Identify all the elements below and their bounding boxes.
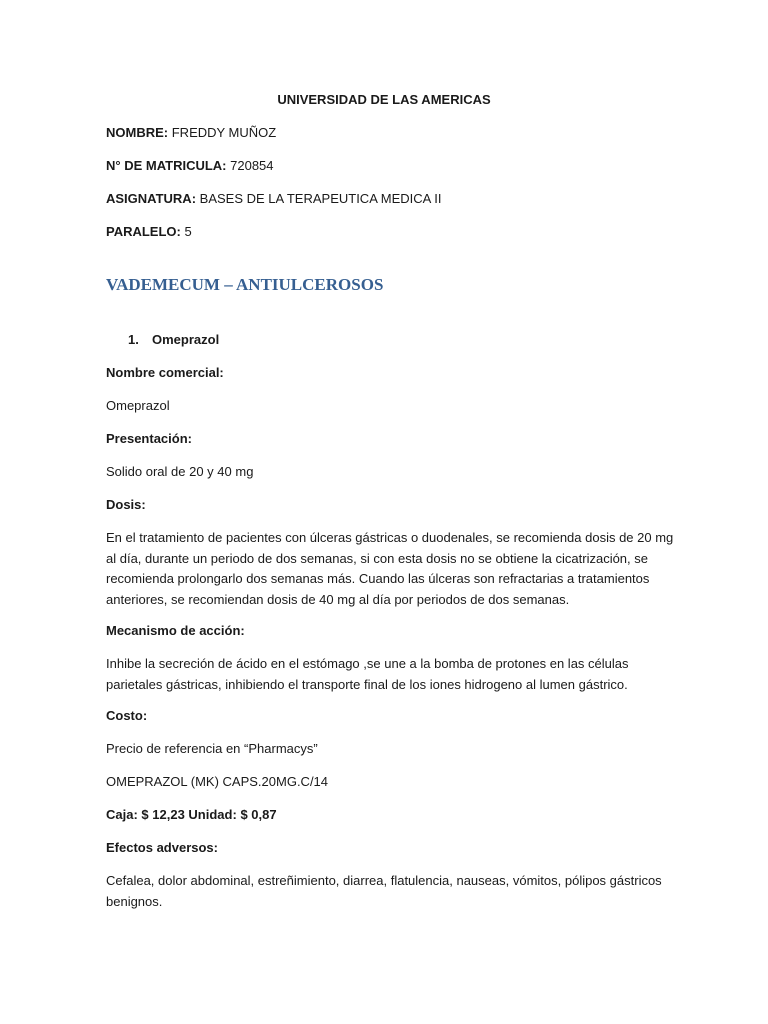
paralelo-label: PARALELO: (106, 224, 181, 239)
asignatura-value: BASES DE LA TERAPEUTICA MEDICA II (199, 191, 442, 206)
paralelo-value: 5 (184, 224, 192, 239)
dosis-label: Dosis: (106, 497, 146, 512)
matricula-value: 720854 (230, 158, 274, 173)
nombre-comercial-label: Nombre comercial: (106, 365, 224, 380)
nombre-line (106, 125, 276, 141)
nombre-label: NOMBRE: (106, 125, 169, 140)
matricula-line (106, 158, 274, 174)
efectos-paragraph (106, 871, 666, 912)
drug-name: Omeprazol (152, 332, 220, 347)
dosis-line: anteriores, se recomiendan dosis de 40 mg al día por periodos de dos semanas. (106, 591, 570, 607)
dosis-line: recomienda prolongarlo dos semanas más. Cuando las úlceras son refractarias a tratamientos (106, 571, 650, 586)
precio-line (106, 807, 277, 823)
drug-number: 1. (128, 332, 139, 347)
matricula-label: N° DE MATRICULA: (106, 158, 227, 173)
mecanismo-line: Inhibe la secreción de ácido en el estómago ,se une a la bomba de protones en las células (106, 656, 629, 671)
costo-label: Costo: (106, 708, 148, 723)
unidad-label: Unidad: (188, 807, 237, 822)
efectos-line: Cefalea, dolor abdominal, estreñimiento, diarrea, flatulencia, nauseas, vómitos, pólipos gástricos (106, 873, 662, 888)
document-title: VADEMECUM – ANTIULCEROSOS (106, 275, 384, 294)
drug-list-item (128, 332, 219, 348)
mecanismo-line: parietales gástricas, inhibiendo el transporte final de los iones hidrogeno al lumen gástrico. (106, 676, 628, 692)
paralelo-line (106, 224, 192, 240)
mecanismo-paragraph (106, 654, 666, 695)
producto-line: OMEPRAZOL (MK) CAPS.20MG.C/14 (106, 774, 329, 789)
asignatura-label: ASIGNATURA: (106, 191, 197, 206)
presentacion-value: Solido oral de 20 y 40 mg (106, 464, 254, 479)
efectos-line: benignos. (106, 893, 163, 909)
university-name: UNIVERSIDAD DE LAS AMERICAS (277, 92, 491, 107)
asignatura-line (106, 191, 441, 207)
efectos-label: Efectos adversos: (106, 840, 218, 855)
caja-label: Caja: (106, 807, 138, 822)
dosis-line: al día, durante un periodo de dos semanas, si con esta dosis no se obtiene la cicatrización, se (106, 550, 648, 566)
presentacion-label: Presentación: (106, 431, 192, 446)
nombre-comercial-value: Omeprazol (106, 398, 170, 413)
dosis-line: En el tratamiento de pacientes con úlceras gástricas o duodenales, se recomienda dosis de 20 mg (106, 530, 674, 545)
unidad-value: $ 0,87 (240, 807, 277, 822)
precio-referencia: Precio de referencia en “Pharmacys” (106, 741, 318, 756)
dosis-paragraph (106, 528, 674, 610)
nombre-value: FREDDY MUÑOZ (171, 125, 277, 140)
caja-value: $ 12,23 (141, 807, 185, 822)
mecanismo-label: Mecanismo de acción: (106, 623, 245, 638)
